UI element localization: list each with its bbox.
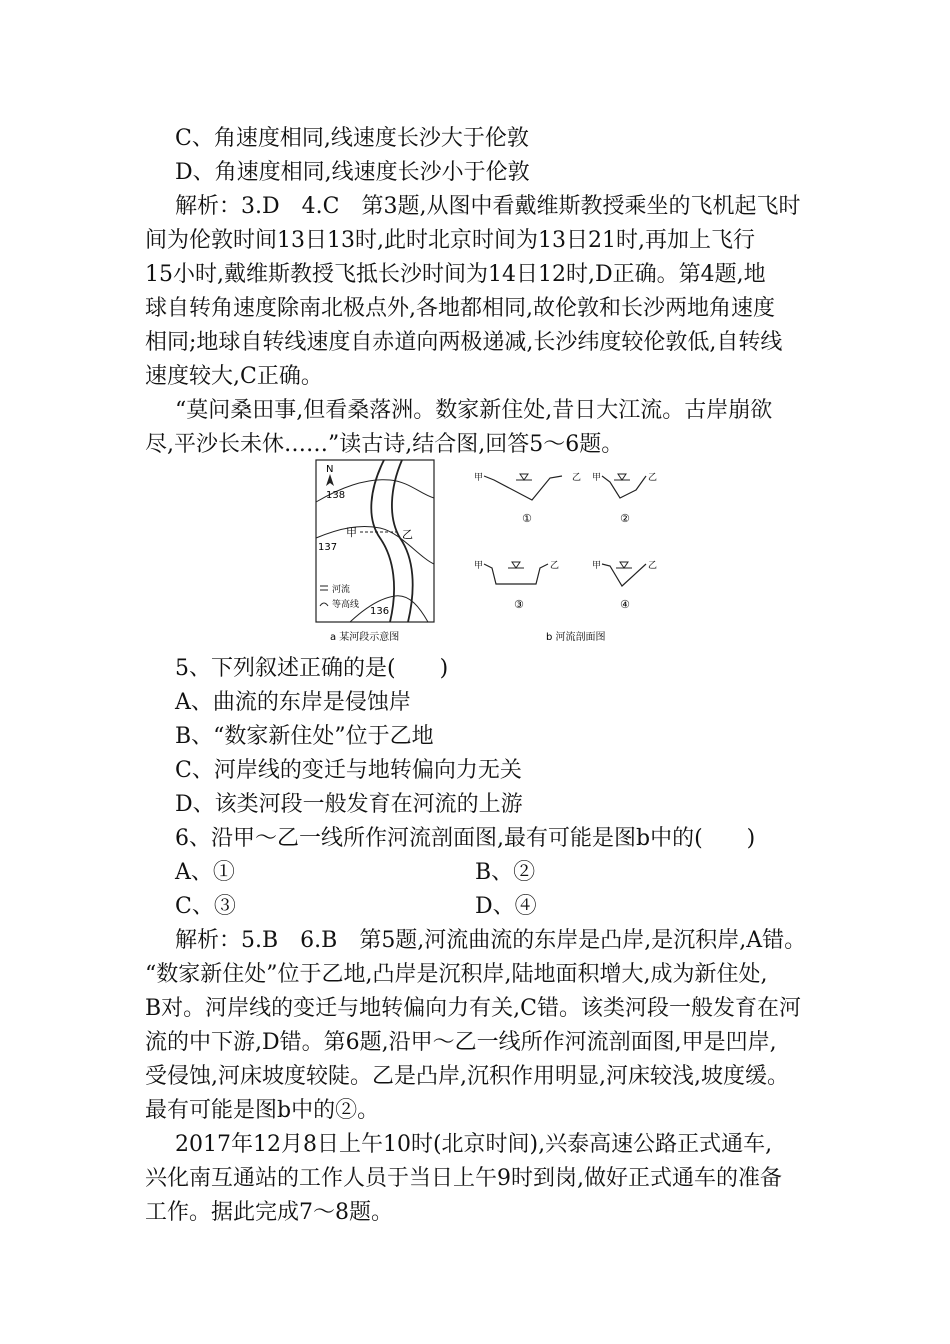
intro-text: 工作。据此完成7～8题。: [145, 1200, 393, 1225]
river-figure-svg: [310, 458, 660, 648]
profile-4-yi: 乙: [648, 561, 658, 571]
contour-label-137: 137: [318, 542, 338, 553]
profile-1-label: ①: [522, 512, 532, 525]
profile-4-water-icon: [616, 562, 632, 568]
answer-text: 最有可能是图b中的②。: [145, 1098, 380, 1123]
profile-2-water-icon: [614, 474, 630, 480]
answer-text: B对。河岸线的变迁与地转偏向力有关,C错。该类河段一般发育在河: [145, 996, 801, 1021]
river-figure: [310, 458, 660, 648]
river-bank-west: [371, 460, 394, 622]
profile-2-yi: 乙: [648, 473, 658, 483]
q6-option-b: B、②: [475, 860, 536, 885]
option-a: A、曲流的东岸是侵蚀岸: [175, 690, 411, 715]
profile-3-bed: [484, 564, 548, 584]
answer-text: 受侵蚀,河床坡度较陡。乙是凸岸,沉积作用明显,河床较浅,坡度缓。: [145, 1064, 789, 1089]
poem-text: 尽,平沙长未休……”读古诗,结合图,回答5～6题。: [145, 432, 624, 457]
profile-3-yi: 乙: [550, 561, 560, 571]
question-6: 6、沿甲～乙一线所作河流剖面图,最有可能是图b中的( ): [175, 826, 756, 851]
question-5: 5、下列叙述正确的是( ): [175, 656, 449, 681]
profile-3-jia: 甲: [474, 561, 484, 571]
profile-1-water-icon: [516, 474, 532, 480]
profile-3-water-icon: [508, 562, 524, 568]
option-b: B、“数家新住处”位于乙地: [175, 724, 434, 749]
profile-4-jia: 甲: [592, 561, 602, 571]
answer-text: 相同;地球自转线速度自赤道向两极递减,长沙纬度较伦敦低,自转线: [145, 330, 783, 355]
profile-1-jia: 甲: [474, 473, 484, 483]
profile-1-yi: 乙: [572, 473, 582, 483]
river-bank-east: [392, 460, 413, 622]
north-label: N: [326, 464, 334, 475]
q6-option-a: A、①: [175, 860, 235, 885]
answer-text: 解析：3.D 4.C 第3题,从图中看戴维斯教授乘坐的飞机起飞时: [175, 194, 801, 219]
profile-2-bed: [602, 476, 646, 498]
figure-a-caption: a 某河段示意图: [330, 632, 400, 643]
option-c-line: C、角速度相同,线速度长沙大于伦敦: [175, 126, 529, 151]
profile-2-label: ②: [620, 512, 630, 525]
figure-b-caption: b 河流剖面图: [546, 632, 606, 643]
option-d-line: D、角速度相同,线速度长沙小于伦敦: [175, 160, 530, 185]
answer-text: 流的中下游,D错。第6题,沿甲～乙一线所作河流剖面图,甲是凹岸,: [145, 1030, 777, 1055]
answer-text: 15小时,戴维斯教授飞抵长沙时间为14日12时,D正确。第4题,地: [145, 262, 766, 287]
q6-option-c: C、③: [175, 894, 236, 919]
answer-text: 解析：5.B 6.B 第5题,河流曲流的东岸是凸岸,是沉积岸,A错。: [175, 928, 807, 953]
contour-label-136: 136: [370, 606, 390, 617]
legend-contour-icon: [320, 603, 328, 606]
place-yi: 乙: [402, 528, 413, 541]
q6-option-d: D、④: [475, 894, 537, 919]
legend-river-icon: [320, 586, 328, 590]
place-jia: 甲: [346, 526, 357, 539]
answer-text: 速度较大,C正确。: [145, 364, 323, 389]
contour-label-138: 138: [326, 490, 346, 501]
poem-text: “莫问桑田事,但看桑落洲。数家新住处,昔日大江流。古岸崩欲: [175, 398, 773, 423]
intro-text: 兴化南互通站的工作人员于当日上午9时到岗,做好正式通车的准备: [145, 1166, 782, 1191]
north-arrow-icon: [326, 474, 334, 486]
answer-text: “数家新住处”位于乙地,凸岸是沉积岸,陆地面积增大,成为新住处,: [145, 962, 768, 987]
answer-text: 球自转角速度除南北极点外,各地都相同,故伦敦和长沙两地角速度: [145, 296, 775, 321]
option-c: C、河岸线的变迁与地转偏向力无关: [175, 758, 522, 783]
answer-text: 间为伦敦时间13日13时,此时北京时间为13日21时,再加上飞行: [145, 228, 755, 253]
profile-2-jia: 甲: [592, 473, 602, 483]
option-d: D、该类河段一般发育在河流的上游: [175, 792, 523, 817]
profile-4-label: ④: [620, 598, 630, 611]
intro-text: 2017年12月8日上午10时(北京时间),兴泰高速公路正式通车,: [175, 1132, 773, 1157]
profile-3-label: ③: [514, 598, 524, 611]
legend-river: 河流: [332, 585, 351, 595]
legend-contour: 等高线: [332, 600, 360, 610]
